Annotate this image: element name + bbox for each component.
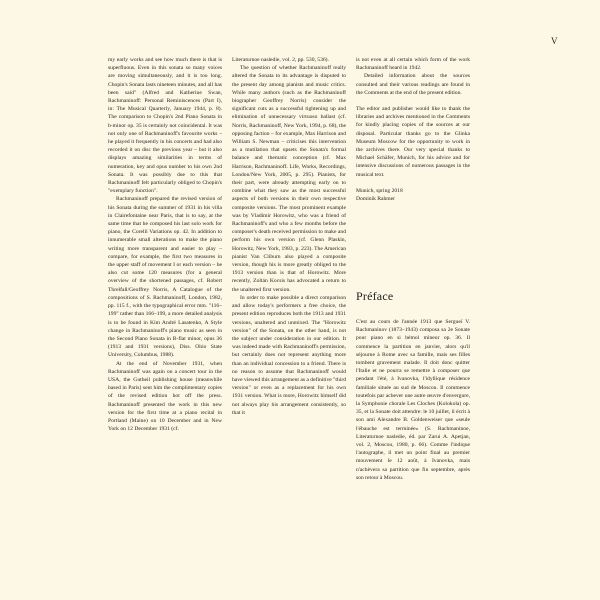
paragraph: At the end of November 1931, when Rachmaninoff was again on a concert tour in the USA, the Gutheil publishing house (meanwhile based in Paris) sent him the complimentary copies of the revised edition hot off the press. Rachmaninoff presented the work in this new version for the first time at a piano recital in Portland (Maine) on 10 December and in New York on 12 December 1931 (cf. xyxy=(108,360,222,433)
paragraph: is not even at all certain which form of the work Rachmaninoff heard in 1942. xyxy=(356,57,470,72)
paragraph: In order to make possible a direct comparison and allow today's performers a free choice, the present edition reproduces both the 1913 and 1931 versions, unaltered and unmixed. The "Horowitz version" of the Sonata, on the other hand, is not the subject under consideration in our edition. It was indeed made with Rachmaninoff's permission, but certainly does not represent anything more than an individual concession to a friend. There is no reason to assume that Rachmaninoff would have viewed this arrangement as a definitive "third version" or even as a replacement for his own 1931 version. What is more, Horowitz himself did not always play his arrangement consistently, so that it xyxy=(232,294,346,416)
author-name: Dominik Rahmer xyxy=(356,196,395,203)
paragraph: The editor and publisher would like to thank the libraries and archives mentioned in the Comments for kindly placing copies of the sources at our disposal. Particular thanks go to the Glinka Museum Moscow for the opportunity to work in the archives there. Our very special thanks to Michael Schäfer, Munich, for his advice and for intensive discussions of numerous passages in the musical text. xyxy=(356,106,470,178)
paragraph: Rachmaninoff prepared the revised version of his Sonata during the summer of 1931 in his villa in Clairefontaine near Paris, that is to say, at the same time that he composed his last solo work for piano, the Corelli Variations op. 42. In addition to innumerable small alterations to make the piano writing more transparent and easier to play – compare, for example, the first two measures in the upper staff of movement I or each version – he also cut some 120 measures (for a general overview of the shortened passages, cf. Robert Threlfall/Geoffrey Norris, A Catalogue of the compositions of S. Rachmaninoff, London, 1982, pp. 115 f., with the typographical error mm. "116–199" rather than 166–199, a more detailed analysis is to be found in Kim André Lasatenko, A Style change in Rachmaninoff's piano music as seen in the Second Piano Sonata in B-flat minor, opus 36 (1913 and 1931 versions), Diss. Ohio State University, Columbus, 1988). xyxy=(108,196,222,359)
text-column-1 xyxy=(108,56,222,433)
text-column-3 xyxy=(356,56,470,203)
paragraph: Literaturnoe nasledie, vol. 2, pp. 530, 536). xyxy=(232,57,329,63)
section-heading: Préface xyxy=(356,289,394,303)
page-number: V xyxy=(551,36,558,46)
place-date: Munich, spring 2018 xyxy=(356,187,403,194)
text-column-2 xyxy=(232,56,346,417)
paragraph: C'est au cours de l'année 1913 que Sergueï V. Rachmaninov (1873–1943) composa sa 2e Sonate pour piano en si bémol mineur op. 36. Il commence la partition en janvier, alors qu'il séjourne à Rome avec sa famille, mais ses filles tombent gravement malade. Il doit donc quitter l'Italie et ne pourra se remettre à composer que pendant l'été, à Ivanovka, l'idyllique résidence familiale située au sud de Moscou. Il commence toutefois par achever une autre œuvre d'envergure, la Symphonie chorale Les Cloches (Kolokola) op. 35, et la Sonate doit attendre: le 10 juillet, il écrit à son ami Alexandre B. Goldenweiser que «seule l'ébauche est terminée» (S. Rachmaninoe, Literaturnoe nasledie, éd. par Zarui A. Apetjan, vol. 2, Moscou, 1980, p. 66). Comme l'indique l'autographe, il met un point final au premier mouvement le 12 août, à Ivanovka, mais n'achèvera sa partition que fin septembre, après son retour à Moscou. xyxy=(356,319,470,481)
paragraph: The question of whether Rachmaninoff really altered the Sonata to its advantage is disputed to the present day among pianists and music critics. While many authors (such as the Rachmaninoff biographer Geoffrey Norris) consider the significant cuts as a successful tightening up and elimination of unnecessary virtuoso ballast (cf. Norris, Rachmaninoff, New York, 1994, p. 68), the opposing faction – for example, Max Harrison and William S. Newman – criticises this intervention as a mutilation that upsets the Sonata's formal balance and thematic conception (cf. Max Harrison, Rachmaninoff. Life, Works, Recordings, London/New York, 2005, p. 295). Pianists, for their part, were already attempting early on to combine what they saw as the most successful aspects of both versions in their own respective composite versions. The most prominent example was by Vladimir Horowitz, who was a friend of Rachmaninoff's and who a few months before the composer's death received permission to make and perform his own version (cf. Glenn Plaskin, Horowitz, New York, 1983, p. 223). The American pianist Van Cliburn also played a composite version, though his is more greatly obliged to the 1913 version than is that of Horowitz. More recently, Zoltán Kocsis has advocated a return to the unaltered first version. xyxy=(232,65,346,293)
paragraph: Detailed information about the sources consulted and their various readings are found in the Comments at the end of the present edition. xyxy=(356,73,470,96)
paragraph: my early works and see how much there is that is superfluous. Even in this sonata so many voices are moving simultaneously, and it is too long. Chopin's Sonata lasts nineteen minutes, and all has been said" (Alfred and Katherine Swan, Rachmaninoff: Personal Reminiscences (Part I), in: The Musical Quarterly, January 1944, p. 8). The comparison to Chopin's 2nd Piano Sonata in b-minor op. 35 is certainly not coincidental. It was not only one of Rachmaninoff's favourite works – he played it frequently in his concerts and had also recorded it on disc the previous year – but it also displays amazing similarities in terms of numeration, key and opus number to his own 2nd Sonata. It was possibly due to this that Rachmaninoff felt particularly obliged to Chopin's "exemplary function". xyxy=(108,57,222,195)
preface-column xyxy=(356,318,470,482)
